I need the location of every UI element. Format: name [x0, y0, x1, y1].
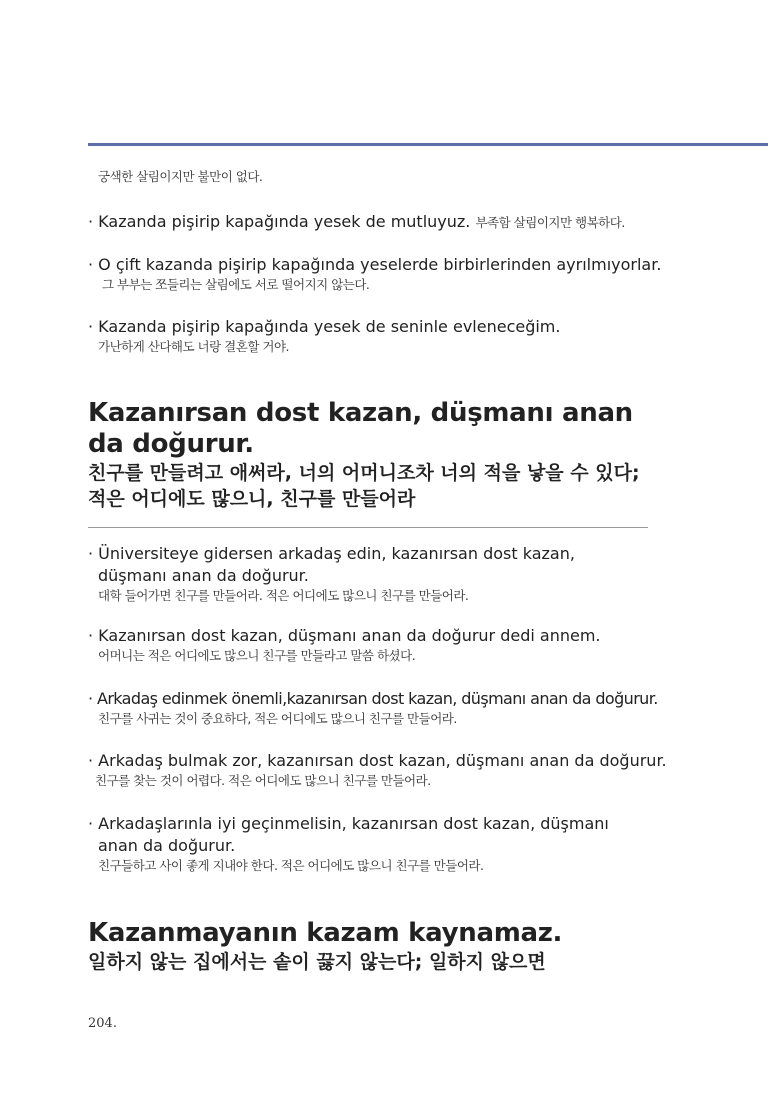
korean-continuation: 궁색한 살림이지만 불만이 없다. [98, 169, 263, 184]
turkish-sentence: · O çift kazanda pişirip kapağında yeselerde birbirlerinden ayrılmıyorlar. [88, 255, 662, 274]
korean-translation: 대학 들어가면 친구를 만들어라. 적은 어디에도 많으니 친구를 만들어라. [98, 588, 469, 603]
example-item [88, 211, 688, 233]
turkish-sentence: · Arkadaş bulmak zor, kazanırsan dost kazan, düşmanı anan da doğurur. [88, 751, 667, 770]
proverb-title: Kazanmayanın kazam kaynamaz. [88, 918, 563, 948]
turkish-sentence: · Kazanda pişirip kapağında yesek de seninle evleneceğim. [88, 317, 561, 336]
example-item [88, 625, 668, 665]
header-rule [88, 143, 768, 146]
korean-translation: 가난하게 산다해도 너랑 결혼할 거야. [98, 339, 289, 354]
turkish-sentence: · Arkadaşlarınla iyi geçinmelisin, kazanırsan dost kazan, düşmanı anan da doğurur. [88, 814, 609, 855]
turkish-sentence: · Arkadaş edinmek önemli,kazanırsan dost kazan, düşmanı anan da doğurur. [88, 689, 658, 708]
proverb-korean: 친구를 만들려고 애써라, 너의 어머니조차 너의 적을 낳을 수 있다; 적은 어디에도 많으니, 친구를 만들어라 [88, 462, 640, 510]
example-item [88, 750, 688, 790]
turkish-sentence: · Üniversiteye gidersen arkadaş edin, kazanırsan dost kazan, düşmanı anan da doğurur. [88, 544, 575, 585]
proverb-heading [88, 918, 688, 975]
korean-translation: 그 부부는 쪼들리는 살림에도 서로 떨어지지 않는다. [102, 277, 370, 292]
proverb-title: Kazanırsan dost kazan, düşmanı anan da doğurur. [88, 398, 633, 459]
proverb-heading [88, 398, 648, 512]
example-item [88, 254, 688, 294]
turkish-sentence: · Kazanda pişirip kapağında yesek de mutluyuz. [88, 212, 471, 231]
example-item [88, 688, 688, 728]
korean-translation: 친구를 사귀는 것이 중요하다, 적은 어디에도 많으니 친구를 만들어라. [98, 711, 457, 726]
korean-translation: 친구를 찾는 것이 어렵다. 적은 어디에도 많으니 친구를 만들어라. [95, 773, 431, 788]
section-divider [88, 527, 648, 528]
korean-translation: 친구들하고 사이 좋게 지내야 한다. 적은 어디에도 많으니 친구를 만들어라. [98, 858, 484, 873]
page-number: 204. [88, 1016, 117, 1031]
proverb-korean: 일하지 않는 집에서는 솥이 끓지 않는다; 일하지 않으면 [88, 951, 546, 973]
turkish-sentence: · Kazanırsan dost kazan, düşmanı anan da doğurur dedi annem. [88, 626, 601, 645]
example-item [88, 543, 648, 605]
korean-translation: 어머니는 적은 어디에도 많으니 친구를 만들라고 말씀 하셨다. [98, 648, 416, 663]
korean-translation: 부족함 살림이지만 행복하다. [475, 215, 625, 230]
example-item [88, 813, 648, 875]
example-item [88, 316, 688, 356]
